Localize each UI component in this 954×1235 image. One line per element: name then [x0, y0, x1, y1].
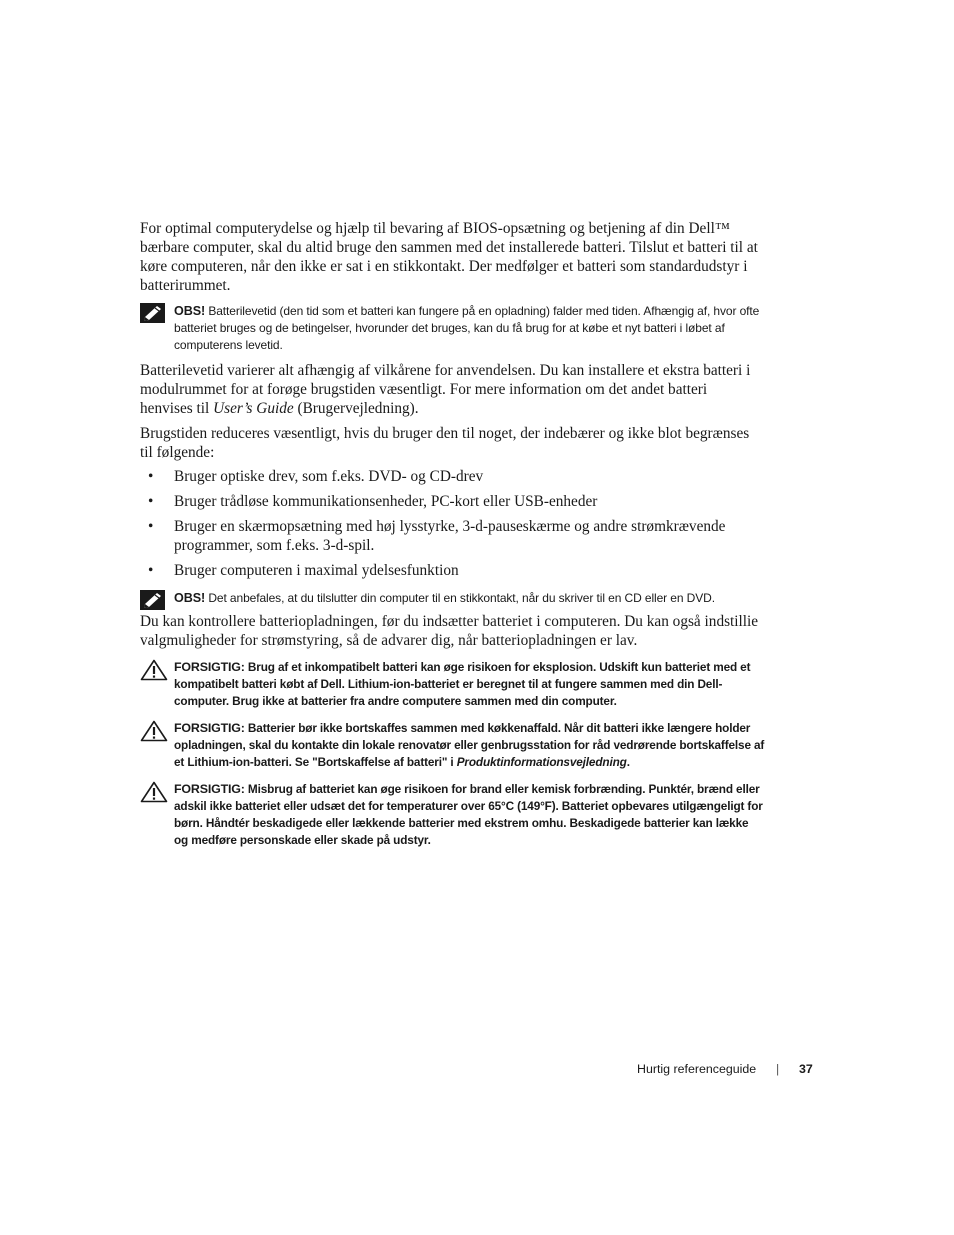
caution-block: [140, 781, 765, 849]
paragraph-text: (Brugervejledning).: [293, 400, 419, 417]
caution-body: .: [626, 755, 630, 769]
caution-text: [174, 781, 765, 849]
note-label: OBS!: [174, 591, 206, 605]
warning-triangle-icon: [140, 720, 168, 747]
paragraph-text: Batterilevetid varierer alt afhængig af vilkårene for anvendelsen. Du kan installere et ekstra batteri i modulrummet for at forøge brugstiden væsentligt. For mere information om det andet batteri henvises til: [140, 362, 751, 417]
caution-body: Batterier bør ikke bortskaffes sammen med køkkenaffald. Når dit batteri ikke længere holder opladningen, skal du kontakte din lokale renovatør eller genbrugsstation for råd vedrørende bortskaffelse af et Lithium-ion-batteri. Se "Bortskaffelse af batteri" i: [174, 721, 765, 769]
note-body: Det anbefales, at du tilslutter din computer til en stikkontakt, når du skriver til en CD eller en DVD.: [208, 591, 715, 605]
note-block: [140, 303, 765, 354]
caution-body: Misbrug af batteriet kan øge risikoen for brand eller kemisk forbrænding. Punktér, brænd eller adskil ikke batteriet eller udsæt det for temperaturer over 65°C (149°F). Batteriet opbevares utilgængeligt for børn. Håndtér beskadigede eller lækkende batterier med ekstrem omhu. Beskadigede batterier kan lække og medføre personskade eller skade på udstyr.: [174, 782, 763, 847]
note-block: [140, 590, 765, 607]
bullet-icon: •: [148, 562, 154, 579]
footer-title: Hurtig referenceguide: [637, 1062, 757, 1076]
usage-bullet-list: [140, 467, 760, 580]
caution-block: [140, 720, 765, 771]
footer-separator: |: [776, 1062, 780, 1076]
product-info-guide-title: Produktinformationsvejledning: [456, 755, 627, 769]
warning-triangle-icon: [140, 659, 168, 686]
list-item-text: Bruger computeren i maximal ydelsesfunktion: [174, 562, 459, 579]
caution-label: FORSIGTIG:: [174, 660, 245, 674]
users-guide-title: User’s Guide: [213, 400, 294, 417]
list-item: [140, 517, 760, 555]
caution-block: [140, 659, 765, 710]
usage-paragraph: Brugstiden reduceres væsentligt, hvis du bruger den til noget, der indebærer og ikke blot begrænses til følgende:: [140, 425, 750, 461]
caution-text: [174, 720, 765, 771]
note-text: [174, 303, 765, 354]
charge-check-paragraph: Du kan kontrollere batteriopladningen, før du indsætter batteriet i computeren. Du kan også indstillie valgmuligheder for strømstyring, så de advarer dig, når batteriopladningen er lav.: [140, 613, 759, 649]
bullet-icon: •: [148, 493, 154, 510]
page-number: 37: [799, 1062, 813, 1076]
battery-life-paragraph: [140, 361, 760, 418]
list-item: [140, 561, 760, 580]
note-text: [174, 590, 765, 607]
note-label: OBS!: [174, 304, 206, 318]
intro-paragraph: For optimal computerydelse og hjælp til bevaring af BIOS-opsætning og betjening af din Dell™ bærbare computer, skal du altid bruge den sammen med det installerede batteri. Tilslut et batteri til at køre computeren, når den ikke er sat i en stikkontakt. Der medfølger et batteri som standardudstyr i batterirummet.: [140, 220, 758, 294]
pencil-note-icon: [140, 303, 165, 328]
warning-triangle-icon: [140, 781, 168, 808]
bullet-icon: •: [148, 468, 154, 485]
list-item: [140, 492, 760, 511]
list-item: [140, 467, 760, 486]
bullet-icon: •: [148, 518, 154, 535]
list-item-text: Bruger optiske drev, som f.eks. DVD- og CD-drev: [174, 468, 484, 485]
caution-text: [174, 659, 765, 710]
list-item-text: Bruger trådløse kommunikationsenheder, PC-kort eller USB-enheder: [174, 493, 598, 510]
list-item-text: Bruger en skærmopsætning med høj lysstyrke, 3-d-pauseskærme og andre strømkrævende programmer, som f.eks. 3-d-spil.: [174, 518, 726, 554]
caution-label: FORSIGTIG:: [174, 721, 245, 735]
caution-label: FORSIGTIG:: [174, 782, 245, 796]
caution-body: Brug af et inkompatibelt batteri kan øge risikoen for eksplosion. Udskift kun batteriet med et kompatibelt batteri købt af Dell. Lithium-ion-batteriet er beregnet til at fungere sammen med din Dell-computer. Brug ikke at batterier fra andre computere sammen med din computer.: [174, 660, 751, 708]
note-body: Batterilevetid (den tid som et batteri kan fungere på en opladning) falder med tiden. Afhængig af, hvor ofte batteriet bruges og de betingelser, hvorunder det bruges, kan du få brug for at købe et nyt batteri i løbet af computerens levetid.: [174, 304, 760, 352]
